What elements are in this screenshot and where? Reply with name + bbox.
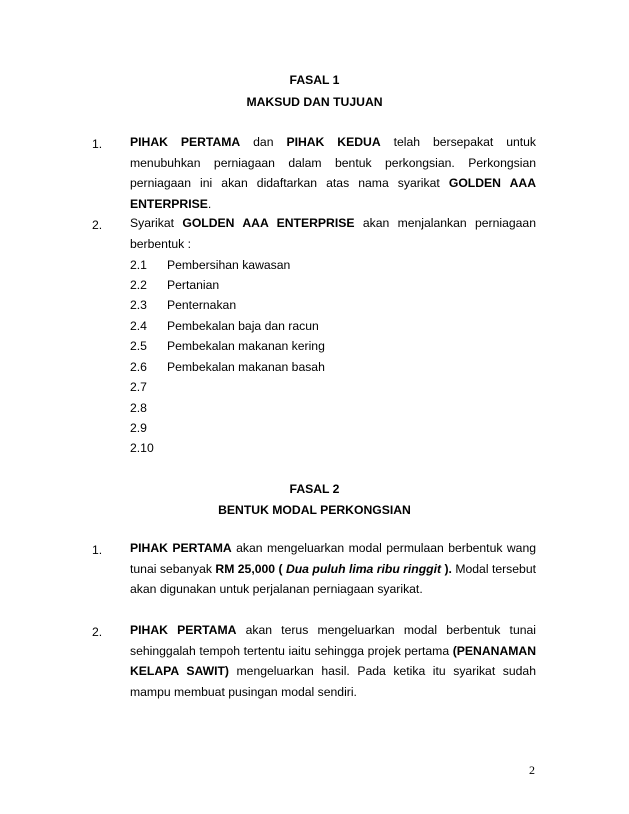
amount-close: ). [444,561,452,576]
party-first: PIHAK PERTAMA [130,623,237,637]
subitem-number: 2.7 [130,380,147,394]
fasal2-item1-number: 1. [92,543,103,557]
fasal2-item2-number: 2. [92,625,103,639]
company-name: GOLDEN AAA ENTERPRISE [182,216,355,230]
fasal1-item1-text [130,132,536,214]
amount: RM 25,000 ( [215,561,283,576]
fasal2-title: FASAL 2 [289,482,340,496]
party-first: PIHAK PERTAMA [130,541,232,555]
project-name: (PENANAMAN KELAPA SAWIT) [130,643,536,678]
text: . [207,196,212,211]
fasal2-subtitle: BENTUK MODAL PERKONGSIAN [218,503,411,517]
text: dan [240,135,287,149]
subitem-text: Penternakan [167,298,237,312]
text: akan menjalankan perniagaan berbentuk : [130,216,536,251]
subitem-number: 2.10 [130,441,154,455]
subitem-number: 2.5 [130,339,147,353]
subitem-number: 2.4 [130,319,147,333]
fasal1-item1-number: 1. [92,137,103,151]
fasal1-item2-number: 2. [92,218,103,232]
text: akan terus mengeluarkan modal berbentuk tunai sehinggalah tempoh tertentu iaitu sehingga projek pertama [130,623,536,658]
amount-words: Dua puluh lima ribu ringgit [282,561,445,576]
text: mengeluarkan hasil. Pada ketika itu syarikat sudah mampu membuat pusingan modal sendiri. [130,664,536,699]
subitem-number: 2.6 [130,360,147,374]
text: akan mengeluarkan modal permulaan berbentuk wang tunai sebanyak [130,541,536,576]
fasal1-item2-text [130,213,536,254]
page-number: 2 [529,763,535,777]
subitem-text: Pertanian [167,278,220,292]
subitem-number: 2.3 [130,298,147,312]
subitem-text: Pembersihan kawasan [167,258,291,272]
party-first: PIHAK PERTAMA [130,135,241,149]
subitem-number: 2.8 [130,401,147,415]
fasal1-subtitle: MAKSUD DAN TUJUAN [246,95,383,109]
text: telah bersepakat untuk menubuhkan perniagaan dalam bentuk perkongsian. Perkongsian perniagaan ini akan didaftarkan atas nama syarikat [130,135,537,190]
fasal2-item1-text [130,538,536,600]
subitem-text: Pembekalan baja dan racun [167,319,319,333]
subitem-number: 2.1 [130,258,147,272]
company-name: GOLDEN AAA ENTERPRISE [130,176,536,211]
party-second: PIHAK KEDUA [286,135,381,149]
text: Syarikat [130,216,183,230]
subitem-number: 2.9 [130,421,147,435]
subitem-text: Pembekalan makanan kering [167,339,325,353]
text: Modal tersebut akan digunakan untuk perjalanan perniagaan syarikat. [130,561,536,596]
fasal1-title: FASAL 1 [289,73,340,87]
subitem-number: 2.2 [130,278,147,292]
fasal2-item2-text [130,620,536,702]
subitem-text: Pembekalan makanan basah [167,360,325,374]
